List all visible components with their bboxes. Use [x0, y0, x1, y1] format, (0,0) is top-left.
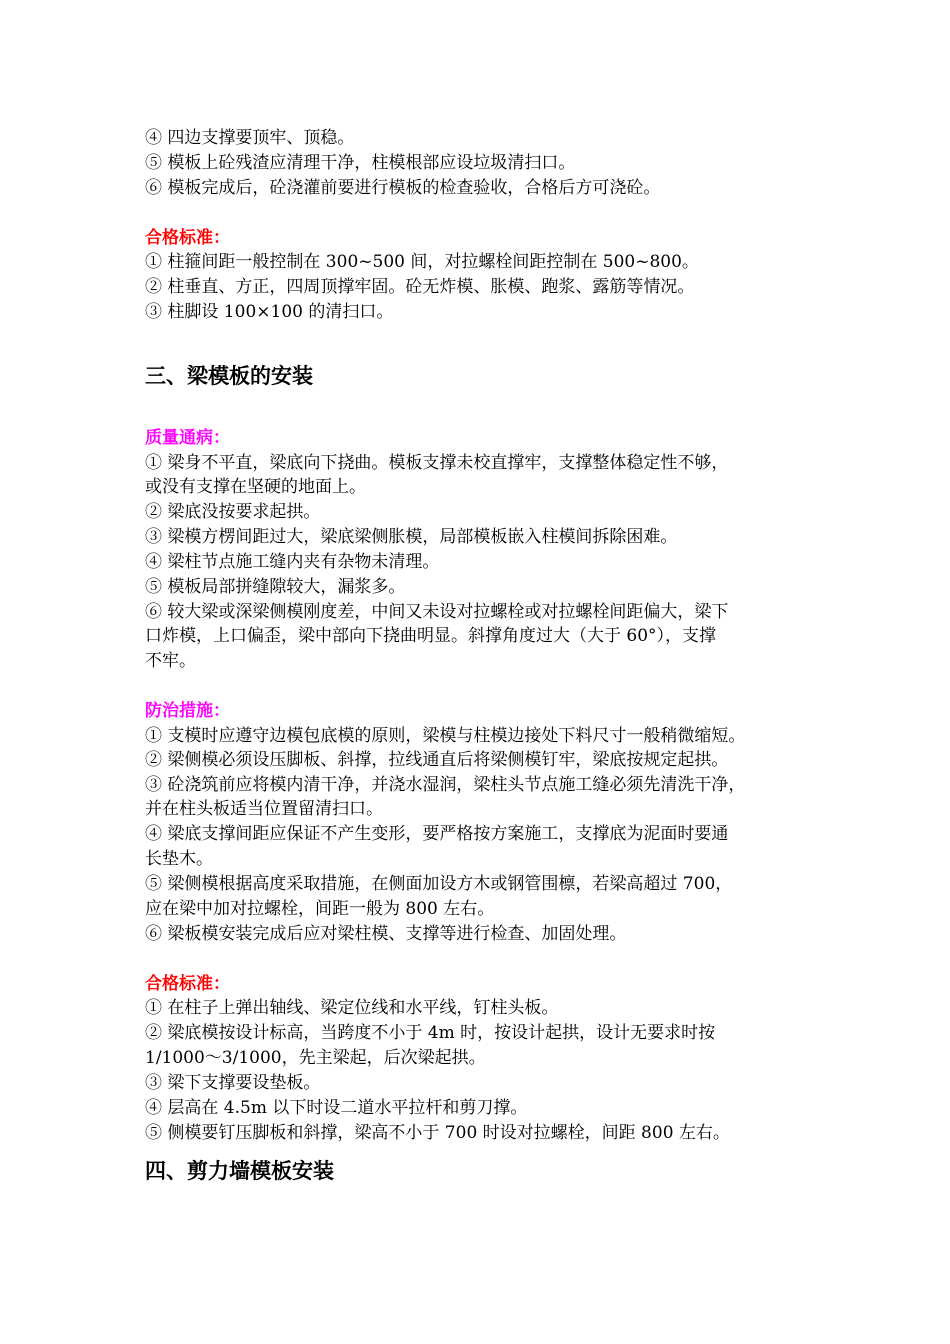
section-heading: 四、剪力墙模板安装 — [145, 1158, 334, 1183]
text-line: ① 梁身不平直，梁底向下挠曲。模板支撑未校直撑牢，支撑整体稳定性不够， — [145, 453, 729, 473]
list-item: ① 柱箍间距一般控制在 300~500 间，对拉螺栓间距控制在 500~800。 — [145, 252, 699, 272]
text-line: 长垫木。 — [145, 849, 213, 869]
list-item: ④ 四边支撑要顶牢、顶稳。 — [145, 128, 355, 148]
text-line: ⑤ 模板局部拼缝隙较大，漏浆多。 — [145, 577, 406, 597]
text-line: 应在梁中加对拉螺栓，间距一般为 800 左右。 — [145, 899, 495, 919]
text-line: ⑤ 梁侧模根据高度采取措施，在侧面加设方木或钢管围檩，若梁高超过 700， — [145, 874, 733, 894]
text-line: ② 梁底模按设计标高，当跨度不小于 4m 时，按设计起拱，设计无要求时按 — [145, 1023, 716, 1043]
text-line: 不牢。 — [145, 651, 196, 671]
list-item: ③ 柱脚设 100×100 的清扫口。 — [145, 302, 394, 322]
text-line: ③ 梁下支撑要设垫板。 — [145, 1073, 321, 1093]
text-line: ② 梁侧模必须设压脚板、斜撑，拉线通直后将梁侧模钉牢，梁底按规定起拱。 — [145, 750, 729, 770]
text-line: ⑥ 较大梁或深梁侧模刚度差，中间又未设对拉螺栓或对拉螺栓间距偏大，梁下 — [145, 602, 729, 622]
text-line: ④ 梁底支撑间距应保证不产生变形，要严格按方案施工，支撑底为泥面时要通 — [145, 824, 729, 844]
text-line: 并在柱头板适当位置留清扫口。 — [145, 799, 383, 819]
text-line: ③ 砼浇筑前应将模内清干净，并浇水湿润，梁柱头节点施工缝必须先清洗干净， — [145, 775, 746, 795]
text-line: ⑥ 梁板模安装完成后应对梁柱模、支撑等进行检查、加固处理。 — [145, 924, 627, 944]
text-line: ② 梁底没按要求起拱。 — [145, 502, 321, 522]
measures-label: 防治措施： — [145, 701, 230, 721]
standard-label: 合格标准： — [145, 228, 230, 248]
standard-label: 合格标准： — [145, 974, 230, 994]
text-line: ④ 梁柱节点施工缝内夹有杂物未清理。 — [145, 552, 440, 572]
text-line: 或没有支撑在坚硬的地面上。 — [145, 477, 366, 497]
text-line: ① 在柱子上弹出轴线、梁定位线和水平线，钉柱头板。 — [145, 998, 559, 1018]
list-item: ⑤ 模板上砼残渣应清理干净，柱模根部应设垃圾清扫口。 — [145, 153, 576, 173]
text-line: 1/1000～3/1000，先主梁起，后次梁起拱。 — [145, 1048, 486, 1068]
text-line: ⑤ 侧模要钉压脚板和斜撑，梁高不小于 700 时设对拉螺栓，间距 800 左右。 — [145, 1123, 730, 1143]
text-line: ④ 层高在 4.5m 以下时设二道水平拉杆和剪刀撑。 — [145, 1098, 528, 1118]
defects-label: 质量通病： — [145, 428, 230, 448]
section-heading: 三、梁模板的安装 — [145, 363, 313, 388]
text-line: ③ 梁模方楞间距过大，梁底梁侧胀模，局部模板嵌入柱模间拆除困难。 — [145, 527, 678, 547]
text-line: ① 支模时应遵守边模包底模的原则，梁模与柱模边接处下料尺寸一般稍微缩短。 — [145, 726, 746, 746]
list-item: ⑥ 模板完成后，砼浇灌前要进行模板的检查验收，合格后方可浇砼。 — [145, 178, 661, 198]
list-item: ② 柱垂直、方正，四周顶撑牢固。砼无炸模、胀模、跑浆、露筋等情况。 — [145, 277, 695, 297]
text-line: 口炸模，上口偏歪，梁中部向下挠曲明显。斜撑角度过大（大于 60°），支撑 — [145, 626, 717, 646]
